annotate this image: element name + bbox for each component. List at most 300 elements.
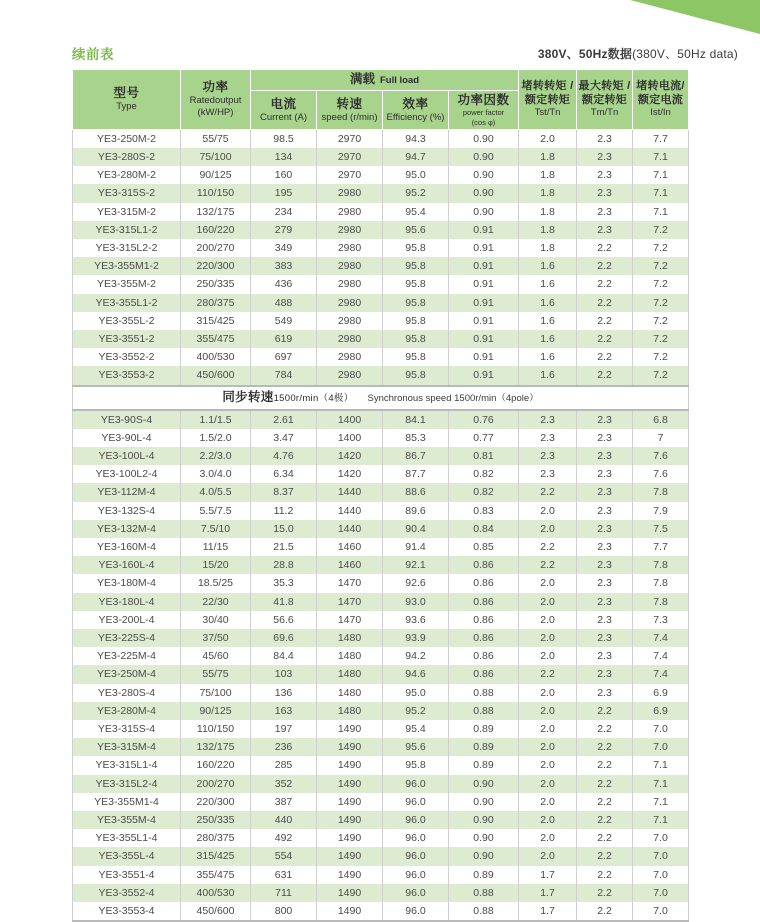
cell-value: 7.0 [633, 720, 689, 738]
cell-value: 88.6 [383, 483, 449, 501]
cell-value: 0.84 [449, 520, 519, 538]
col-header-pf-cn: 功率因数 [457, 93, 510, 108]
cell-value: 280/375 [181, 294, 251, 312]
cell-value: 1470 [317, 611, 383, 629]
cell-value: 2.0 [519, 738, 577, 756]
cell-value: 0.76 [449, 410, 519, 429]
cell-value: 160 [251, 166, 317, 184]
col-header-type-en: Type [116, 101, 137, 113]
cell-model: YE3-100L2-4 [73, 465, 181, 483]
cell-value: 94.3 [383, 129, 449, 148]
cell-value: 2.0 [519, 756, 577, 774]
cell-value: 0.89 [449, 866, 519, 884]
cell-value: 2.3 [519, 410, 577, 429]
cell-value: 1440 [317, 483, 383, 501]
col-header-current-cn: 电流 [270, 96, 297, 111]
green-wedge-shape [630, 0, 760, 34]
cell-value: 285 [251, 756, 317, 774]
cell-value: 2980 [317, 239, 383, 257]
cell-model: YE3-315S-4 [73, 720, 181, 738]
cell-model: YE3-250M-2 [73, 129, 181, 148]
cell-value: 75/100 [181, 684, 251, 702]
cell-value: 7.0 [633, 738, 689, 756]
cell-value: 35.3 [251, 574, 317, 592]
cell-value: 11/15 [181, 538, 251, 556]
cell-value: 2.3 [519, 447, 577, 465]
col-header-power-unit: (kW/HP) [197, 106, 234, 118]
cell-value: 2.0 [519, 611, 577, 629]
table-row [73, 684, 689, 702]
cell-value: 95.8 [383, 348, 449, 366]
table-row [73, 738, 689, 756]
cell-value: 236 [251, 738, 317, 756]
cell-value: 0.89 [449, 720, 519, 738]
table-row [73, 429, 689, 447]
cell-value: 2.2 [577, 775, 633, 793]
cell-value: 200/270 [181, 775, 251, 793]
cell-value: 1490 [317, 847, 383, 865]
cell-value: 1470 [317, 574, 383, 592]
table-row [73, 884, 689, 902]
table-row [73, 647, 689, 665]
cell-model: YE3-225S-4 [73, 629, 181, 647]
cell-value: 4.0/5.5 [181, 483, 251, 501]
cell-model: YE3-3551-4 [73, 866, 181, 884]
cell-value: 21.5 [251, 538, 317, 556]
cell-value: 15/20 [181, 556, 251, 574]
cell-value: 6.9 [633, 702, 689, 720]
cell-model: YE3-200L-4 [73, 611, 181, 629]
cell-value: 95.8 [383, 257, 449, 275]
cell-model: YE3-315L1-4 [73, 756, 181, 774]
cell-value: 7.7 [633, 538, 689, 556]
col-header-tm-cn-line2: 额定转矩 [581, 93, 628, 106]
cell-value: 2.2 [577, 330, 633, 348]
cell-model: YE3-355M-2 [73, 275, 181, 293]
col-header-speed-en: speed (r/min) [321, 111, 378, 123]
cell-value: 697 [251, 348, 317, 366]
cell-value: 2.3 [577, 184, 633, 202]
cell-value: 2.0 [519, 647, 577, 665]
cell-value: 45/60 [181, 647, 251, 665]
cell-value: 0.88 [449, 684, 519, 702]
table-row [73, 465, 689, 483]
cell-value: 2970 [317, 148, 383, 166]
cell-value: 1.8 [519, 203, 577, 221]
col-header-ist-cn-line2: 额定电流 [637, 93, 684, 106]
cell-value: 7.6 [633, 447, 689, 465]
cell-value: 7.8 [633, 556, 689, 574]
cell-value: 400/530 [181, 884, 251, 902]
cell-value: 2.3 [577, 429, 633, 447]
cell-value: 96.0 [383, 811, 449, 829]
cell-value: 2980 [317, 275, 383, 293]
cell-value: 1.6 [519, 294, 577, 312]
page-subtitle [538, 45, 738, 62]
cell-value: 163 [251, 702, 317, 720]
cell-value: 69.6 [251, 629, 317, 647]
cell-value: 7.7 [633, 129, 689, 148]
col-header-ist-cn-line1: 堵转电流/ [636, 80, 685, 93]
cell-value: 90/125 [181, 166, 251, 184]
cell-value: 0.88 [449, 884, 519, 902]
col-header-type-cn: 型号 [113, 85, 140, 100]
cell-value: 95.8 [383, 275, 449, 293]
cell-value: 2.3 [577, 611, 633, 629]
cell-value: 7.4 [633, 629, 689, 647]
col-header-efficiency-cn: 效率 [402, 96, 429, 111]
cell-value: 95.6 [383, 738, 449, 756]
cell-value: 2980 [317, 294, 383, 312]
cell-value: 2980 [317, 312, 383, 330]
cell-value: 7.8 [633, 483, 689, 501]
cell-value: 103 [251, 665, 317, 683]
cell-value: 1490 [317, 884, 383, 902]
cell-value: 0.86 [449, 647, 519, 665]
cell-value: 1.8 [519, 239, 577, 257]
col-header-current-en: Current (A) [260, 111, 307, 123]
cell-model: YE3-355L-4 [73, 847, 181, 865]
cell-value: 7.2 [633, 257, 689, 275]
cell-value: 30/40 [181, 611, 251, 629]
cell-value: 1.7 [519, 902, 577, 921]
cell-value: 2.0 [519, 520, 577, 538]
cell-value: 94.2 [383, 647, 449, 665]
cell-value: 2.61 [251, 410, 317, 429]
cell-value: 1490 [317, 866, 383, 884]
cell-value: 7.6 [633, 465, 689, 483]
table-row [73, 410, 689, 429]
cell-value: 488 [251, 294, 317, 312]
cell-value: 136 [251, 684, 317, 702]
table-row [73, 348, 689, 366]
cell-value: 1490 [317, 775, 383, 793]
cell-value: 160/220 [181, 756, 251, 774]
cell-value: 1470 [317, 593, 383, 611]
cell-value: 0.90 [449, 129, 519, 148]
cell-value: 2.2/3.0 [181, 447, 251, 465]
cell-value: 95.4 [383, 720, 449, 738]
cell-value: 96.0 [383, 793, 449, 811]
table-row [73, 483, 689, 501]
cell-value: 5.5/7.5 [181, 502, 251, 520]
table-row [73, 775, 689, 793]
cell-value: 1.6 [519, 348, 577, 366]
cell-value: 0.91 [449, 312, 519, 330]
cell-model: YE3-160M-4 [73, 538, 181, 556]
cell-value: 1480 [317, 647, 383, 665]
table-row [73, 148, 689, 166]
table-row [73, 756, 689, 774]
cell-value: 1420 [317, 465, 383, 483]
section-separator-cell [73, 386, 689, 410]
cell-value: 1.6 [519, 330, 577, 348]
cell-value: 7.1 [633, 148, 689, 166]
table-row [73, 665, 689, 683]
cell-value: 1490 [317, 756, 383, 774]
cell-value: 1.8 [519, 148, 577, 166]
cell-value: 7.1 [633, 775, 689, 793]
cell-value: 2.0 [519, 720, 577, 738]
cell-value: 1420 [317, 447, 383, 465]
cell-value: 554 [251, 847, 317, 865]
cell-value: 1.7 [519, 866, 577, 884]
cell-value: 1480 [317, 684, 383, 702]
cell-model: YE3-3553-2 [73, 366, 181, 385]
cell-value: 2.2 [577, 738, 633, 756]
cell-value: 3.0/4.0 [181, 465, 251, 483]
cell-value: 2980 [317, 257, 383, 275]
cell-value: 7.0 [633, 847, 689, 865]
cell-value: 98.5 [251, 129, 317, 148]
col-header-speed-cn: 转速 [336, 96, 363, 111]
cell-value: 95.4 [383, 203, 449, 221]
cell-model: YE3-132S-4 [73, 502, 181, 520]
cell-value: 1440 [317, 520, 383, 538]
cell-value: 2.3 [577, 593, 633, 611]
cell-value: 0.90 [449, 811, 519, 829]
section-separator-row [73, 386, 689, 410]
cell-value: 2.2 [577, 847, 633, 865]
table-row [73, 203, 689, 221]
table-row [73, 330, 689, 348]
col-header-locked-rotor-current [633, 70, 689, 129]
cell-value: 2.2 [577, 756, 633, 774]
cell-model: YE3-315M-2 [73, 203, 181, 221]
cell-value: 132/175 [181, 203, 251, 221]
col-header-pf-en: power factor [462, 108, 505, 118]
col-header-tst-en: Tst/Tn [534, 106, 561, 118]
cell-value: 95.0 [383, 166, 449, 184]
cell-value: 7.4 [633, 647, 689, 665]
cell-value: 94.7 [383, 148, 449, 166]
cell-value: 2.2 [577, 884, 633, 902]
cell-value: 2.3 [577, 447, 633, 465]
col-header-power [181, 70, 251, 129]
cell-value: 0.91 [449, 330, 519, 348]
col-header-efficiency-en: Efficiency (%) [386, 111, 445, 123]
cell-value: 2.2 [577, 257, 633, 275]
cell-value: 2.3 [577, 538, 633, 556]
cell-value: 95.8 [383, 756, 449, 774]
cell-value: 2.3 [577, 203, 633, 221]
cell-value: 15.0 [251, 520, 317, 538]
col-header-pf-unit: (cos φ) [471, 117, 496, 127]
cell-value: 355/475 [181, 330, 251, 348]
cell-value: 0.86 [449, 611, 519, 629]
table-row [73, 312, 689, 330]
cell-value: 2.2 [577, 366, 633, 385]
table-row [73, 702, 689, 720]
cell-value: 1.6 [519, 366, 577, 385]
cell-value: 0.90 [449, 148, 519, 166]
cell-model: YE3-3552-4 [73, 884, 181, 902]
cell-value: 94.6 [383, 665, 449, 683]
cell-value: 55/75 [181, 129, 251, 148]
cell-value: 2.0 [519, 702, 577, 720]
cell-value: 436 [251, 275, 317, 293]
header-row-top [73, 70, 689, 91]
cell-value: 387 [251, 793, 317, 811]
cell-model: YE3-355M1-4 [73, 793, 181, 811]
cell-value: 7.1 [633, 203, 689, 221]
cell-value: 7.2 [633, 348, 689, 366]
cell-value: 2.3 [577, 502, 633, 520]
cell-model: YE3-132M-4 [73, 520, 181, 538]
cell-model: YE3-280S-4 [73, 684, 181, 702]
cell-value: 349 [251, 239, 317, 257]
cell-value: 631 [251, 866, 317, 884]
cell-value: 90/125 [181, 702, 251, 720]
separator-label-cn-detail: 1500r/min（4极） [273, 392, 354, 404]
cell-value: 2.0 [519, 129, 577, 148]
cell-value: 2.3 [577, 483, 633, 501]
cell-value: 2.3 [577, 410, 633, 429]
table-row [73, 239, 689, 257]
cell-value: 619 [251, 330, 317, 348]
cell-value: 2.2 [577, 720, 633, 738]
cell-model: YE3-355L-2 [73, 312, 181, 330]
cell-value: 2.3 [519, 465, 577, 483]
cell-value: 7.3 [633, 611, 689, 629]
table-row [73, 593, 689, 611]
cell-value: 1.8 [519, 221, 577, 239]
col-header-efficiency [383, 91, 449, 130]
table-row [73, 294, 689, 312]
cell-value: 2.3 [577, 556, 633, 574]
cell-value: 0.85 [449, 538, 519, 556]
cell-value: 2.3 [519, 429, 577, 447]
cell-value: 492 [251, 829, 317, 847]
cell-value: 2.2 [577, 275, 633, 293]
cell-value: 2.2 [519, 483, 577, 501]
cell-value: 2.3 [577, 148, 633, 166]
cell-value: 1490 [317, 793, 383, 811]
table-row [73, 129, 689, 148]
cell-value: 2.3 [577, 520, 633, 538]
cell-value: 279 [251, 221, 317, 239]
cell-value: 2.0 [519, 775, 577, 793]
cell-value: 784 [251, 366, 317, 385]
cell-value: 96.0 [383, 902, 449, 921]
table-row [73, 538, 689, 556]
table-row [73, 902, 689, 921]
cell-value: 7.0 [633, 884, 689, 902]
table-row [73, 184, 689, 202]
cell-value: 2.2 [577, 829, 633, 847]
cell-value: 2.0 [519, 593, 577, 611]
cell-value: 2.2 [577, 702, 633, 720]
cell-value: 1.8 [519, 166, 577, 184]
cell-value: 2.0 [519, 502, 577, 520]
cell-value: 2980 [317, 184, 383, 202]
cell-value: 1490 [317, 738, 383, 756]
table-row [73, 847, 689, 865]
cell-value: 37/50 [181, 629, 251, 647]
cell-value: 195 [251, 184, 317, 202]
table-row [73, 811, 689, 829]
cell-value: 7.1 [633, 811, 689, 829]
page-header [0, 40, 760, 66]
col-header-tst-cn-line2: 额定转矩 [524, 93, 571, 106]
cell-value: 95.8 [383, 239, 449, 257]
cell-value: 1400 [317, 410, 383, 429]
cell-value: 234 [251, 203, 317, 221]
cell-value: 95.8 [383, 330, 449, 348]
cell-model: YE3-90L-4 [73, 429, 181, 447]
cell-model: YE3-90S-4 [73, 410, 181, 429]
cell-value: 355/475 [181, 866, 251, 884]
cell-value: 0.91 [449, 348, 519, 366]
table-row [73, 275, 689, 293]
cell-value: 2.0 [519, 629, 577, 647]
cell-value: 0.83 [449, 502, 519, 520]
col-header-type [73, 70, 181, 129]
cell-value: 0.91 [449, 257, 519, 275]
cell-value: 0.86 [449, 665, 519, 683]
cell-value: 96.0 [383, 775, 449, 793]
cell-value: 0.89 [449, 738, 519, 756]
cell-value: 7.2 [633, 366, 689, 385]
page-title: 续前表 [72, 47, 114, 62]
cell-value: 7.2 [633, 294, 689, 312]
table-row [73, 866, 689, 884]
cell-value: 1480 [317, 629, 383, 647]
table-row [73, 447, 689, 465]
cell-value: 7 [633, 429, 689, 447]
cell-value: 2.0 [519, 847, 577, 865]
cell-value: 7.8 [633, 593, 689, 611]
cell-value: 95.8 [383, 366, 449, 385]
cell-value: 0.90 [449, 793, 519, 811]
cell-value: 2.0 [519, 829, 577, 847]
cell-value: 1490 [317, 811, 383, 829]
cell-value: 2.2 [577, 866, 633, 884]
cell-value: 0.90 [449, 166, 519, 184]
cell-value: 87.7 [383, 465, 449, 483]
cell-value: 2.2 [577, 811, 633, 829]
cell-value: 95.6 [383, 221, 449, 239]
cell-value: 2.2 [519, 538, 577, 556]
table-row [73, 720, 689, 738]
cell-value: 197 [251, 720, 317, 738]
cell-value: 0.90 [449, 847, 519, 865]
cell-value: 7.5 [633, 520, 689, 538]
cell-value: 0.81 [449, 447, 519, 465]
cell-value: 383 [251, 257, 317, 275]
cell-value: 11.2 [251, 502, 317, 520]
cell-value: 96.0 [383, 866, 449, 884]
cell-value: 1460 [317, 538, 383, 556]
cell-value: 0.86 [449, 629, 519, 647]
cell-value: 95.2 [383, 702, 449, 720]
cell-value: 95.2 [383, 184, 449, 202]
table-row [73, 574, 689, 592]
cell-value: 7.5/10 [181, 520, 251, 538]
cell-value: 160/220 [181, 221, 251, 239]
cell-value: 2.2 [577, 348, 633, 366]
cell-value: 0.86 [449, 593, 519, 611]
cell-value: 1490 [317, 902, 383, 921]
cell-value: 96.0 [383, 884, 449, 902]
cell-value: 18.5/25 [181, 574, 251, 592]
cell-value: 800 [251, 902, 317, 921]
col-header-power-factor [449, 91, 519, 130]
cell-value: 3.47 [251, 429, 317, 447]
cell-value: 1440 [317, 502, 383, 520]
col-header-fullload-group [251, 70, 519, 91]
cell-value: 56.6 [251, 611, 317, 629]
